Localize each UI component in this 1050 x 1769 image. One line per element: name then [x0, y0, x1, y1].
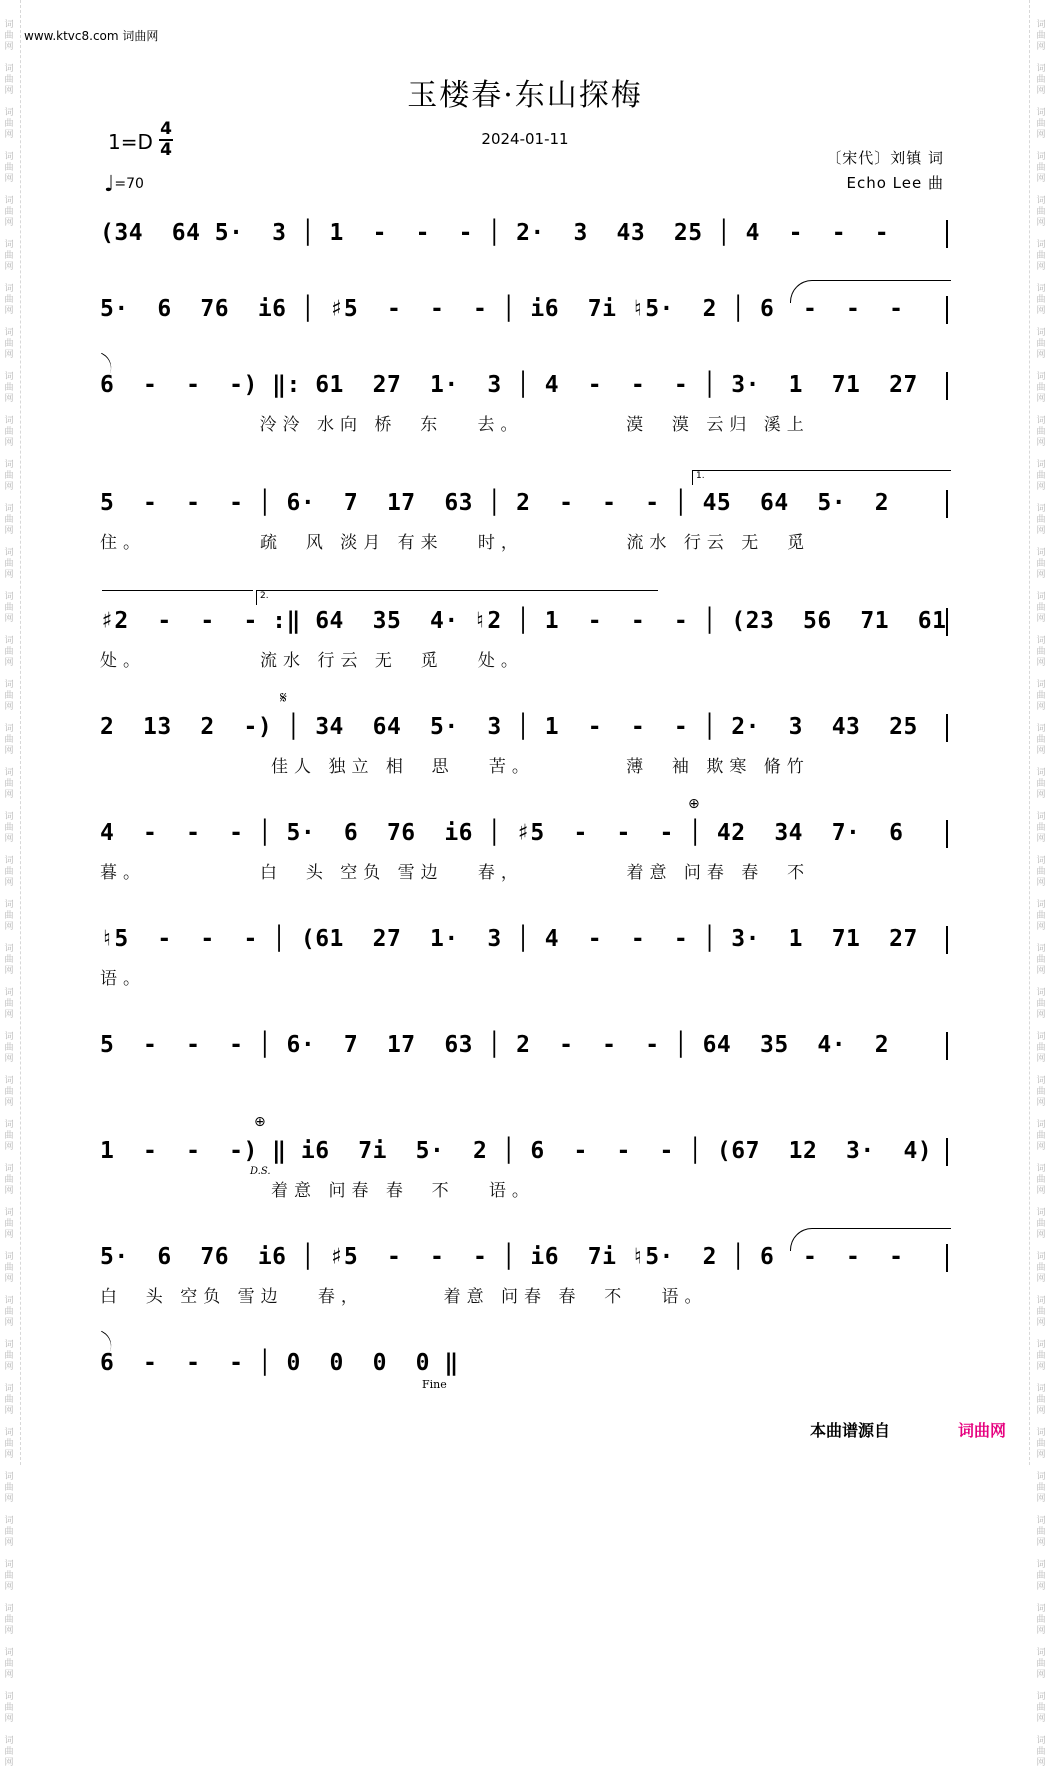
site-url-watermark: www.ktvc8.com 词曲网: [24, 29, 159, 43]
lyric-line: 语。: [100, 969, 146, 989]
score-system-4: [0, 471, 1050, 588]
tempo-value: =70: [114, 176, 144, 192]
composer-credit: Echo Lee 曲: [846, 174, 944, 192]
notation-line: 6 - - -) ‖: 61 27 1· 3 │ 4 - - - │ 3· 1 71 27: [100, 372, 918, 398]
barline: [946, 372, 948, 400]
source-site-link[interactable]: 词曲网: [958, 1421, 1007, 1440]
volta-2-label: 2.: [260, 591, 269, 601]
lyric-line: 着意 问春 春 不 语。: [100, 1181, 535, 1201]
notation-line: ♮5 - - - │ (61 27 1· 3 │ 4 - - - │ 3· 1 71 27: [100, 926, 918, 952]
score-system-7: [0, 796, 1050, 918]
segno-sign: 𝄋: [280, 688, 287, 707]
lyric-line: 佳人 独立 相 思 苦。 薄 袖 欺寒 脩竹: [100, 757, 810, 777]
fine-marking: Fine: [422, 1378, 447, 1391]
notation-line: 6 - - - │ 0 0 0 0 ‖: [100, 1350, 459, 1376]
lyric-line: 住。 疏 风 淡月 有来 时， 流水 行云 无 觅: [100, 533, 811, 553]
barline: [946, 490, 948, 518]
notation-line: 2 13 2 -) │ 34 64 5· 3 │ 1 - - - │ 2· 3 43 25: [100, 714, 918, 740]
notation-line: 5 - - - │ 6· 7 17 63 │ 2 - - - │ 64 35 4· 2: [100, 1032, 890, 1058]
lyric-line: 处。 流水 行云 无 觅 处。: [100, 651, 524, 671]
barline: [946, 1244, 948, 1272]
notation-line: (34 64 5· 3 │ 1 - - - │ 2· 3 43 25 │ 4 - - -: [100, 220, 890, 246]
volta-bracket-1: [692, 470, 951, 485]
score-system-3: [0, 370, 1050, 470]
ds-marking: D.S.: [250, 1166, 271, 1177]
score-system-12: [0, 1348, 1050, 1448]
volta-bracket-2: [256, 590, 658, 605]
notation-line: ♯2 - - - :‖ 64 35 4· ♮2 │ 1 - - - │ (23 56 71 61: [100, 608, 947, 634]
notation-line: 5 - - - │ 6· 7 17 63 │ 2 - - - │ 45 64 5· 2: [100, 490, 890, 516]
barline: [946, 926, 948, 954]
coda-sign: ⊕: [688, 796, 700, 812]
score-system-10: [0, 1114, 1050, 1236]
barline: [946, 220, 948, 248]
barline: [946, 1138, 948, 1166]
volta-1-label: 1.: [696, 471, 705, 481]
barline: [946, 608, 948, 636]
score-system-8: [0, 924, 1050, 1024]
notation-line: 5· 6 76 i6 │ ♯5 - - - │ i6 7i ♮5· 2 │ 6 - - -: [100, 1244, 904, 1270]
volta-bracket-1-continued: [102, 590, 253, 605]
barline: [946, 1032, 948, 1060]
coda-sign: ⊕: [254, 1114, 266, 1130]
tempo-marking: [104, 172, 144, 197]
notation-line: 1 - - -) ‖ i6 7i 5· 2 │ 6 - - - │ (67 12 3· 4): [100, 1138, 933, 1164]
score-system-5: [0, 591, 1050, 706]
notation-line: 5· 6 76 i6 │ ♯5 - - - │ i6 7i ♮5· 2 │ 6 - - -: [100, 296, 904, 322]
quarter-note-icon: ♩: [104, 172, 115, 197]
barline: [946, 714, 948, 742]
notation-line: 4 - - - │ 5· 6 76 i6 │ ♯5 - - - │ 42 34 7· 6: [100, 820, 904, 846]
barline: [946, 820, 948, 848]
song-title: 玉楼春·东山探梅: [407, 78, 643, 113]
key-signature: 1=D: [108, 130, 153, 154]
lyric-line: 白 头 空负 雪边 春， 着意 问春 春 不 语。: [100, 1287, 708, 1307]
left-watermark-strip: 词 曲 网 词 曲 网 词 曲 网 词 曲 网 词 曲 网 词 曲 网 词 曲 网 词 曲 网 词 曲 网 词 曲 网 词 曲 网 词 曲 网 词 曲 网 词 曲 网 词 曲 网 词 曲 网 词 曲 网 词 曲 网 词 曲 网 词 曲 网 词 曲 网 词 曲 网 词 曲 网 词 曲 网 词 曲 网 词 曲 网 词 曲 网 词 曲 网 词 曲 网 词 曲 网 词 曲 网 词 曲 网 词 曲 网 词 曲 网 词 曲 网 词 曲 网 词 曲 网 词 曲 网 词 曲 网 词 曲 网: [4, 20, 14, 1768]
time-signature-top: 4: [160, 119, 172, 139]
score-system-11: [0, 1242, 1050, 1342]
time-signature: [158, 120, 174, 160]
barline: [946, 296, 948, 324]
lyric-line: 泠泠 水向 桥 东 去。 漠 漠 云归 溪上: [100, 415, 810, 435]
score-system-9: [0, 1030, 1050, 1130]
time-signature-bottom: 4: [160, 140, 172, 160]
source-label: 本曲谱源自: [810, 1421, 891, 1440]
score-system-6: [0, 688, 1050, 812]
lyric-line: 暮。 白 头 空负 雪边 春， 着意 问春 春 不: [100, 863, 811, 883]
song-date: 2024-01-11: [481, 130, 569, 148]
lyricist-credit: 〔宋代〕刘镇 词: [826, 149, 944, 167]
right-watermark-strip: 词 曲 网 词 曲 网 词 曲 网 词 曲 网 词 曲 网 词 曲 网 词 曲 网 词 曲 网 词 曲 网 词 曲 网 词 曲 网 词 曲 网 词 曲 网 词 曲 网 词 曲 网 词 曲 网 词 曲 网 词 曲 网 词 曲 网 词 曲 网 词 曲 网 词 曲 网 词 曲 网 词 曲 网 词 曲 网 词 曲 网 词 曲 网 词 曲 网 词 曲 网 词 曲 网 词 曲 网 词 曲 网 词 曲 网 词 曲 网 词 曲 网 词 曲 网 词 曲 网 词 曲 网 词 曲 网 词 曲 网: [1036, 20, 1046, 1768]
tie-arc: [790, 280, 951, 303]
